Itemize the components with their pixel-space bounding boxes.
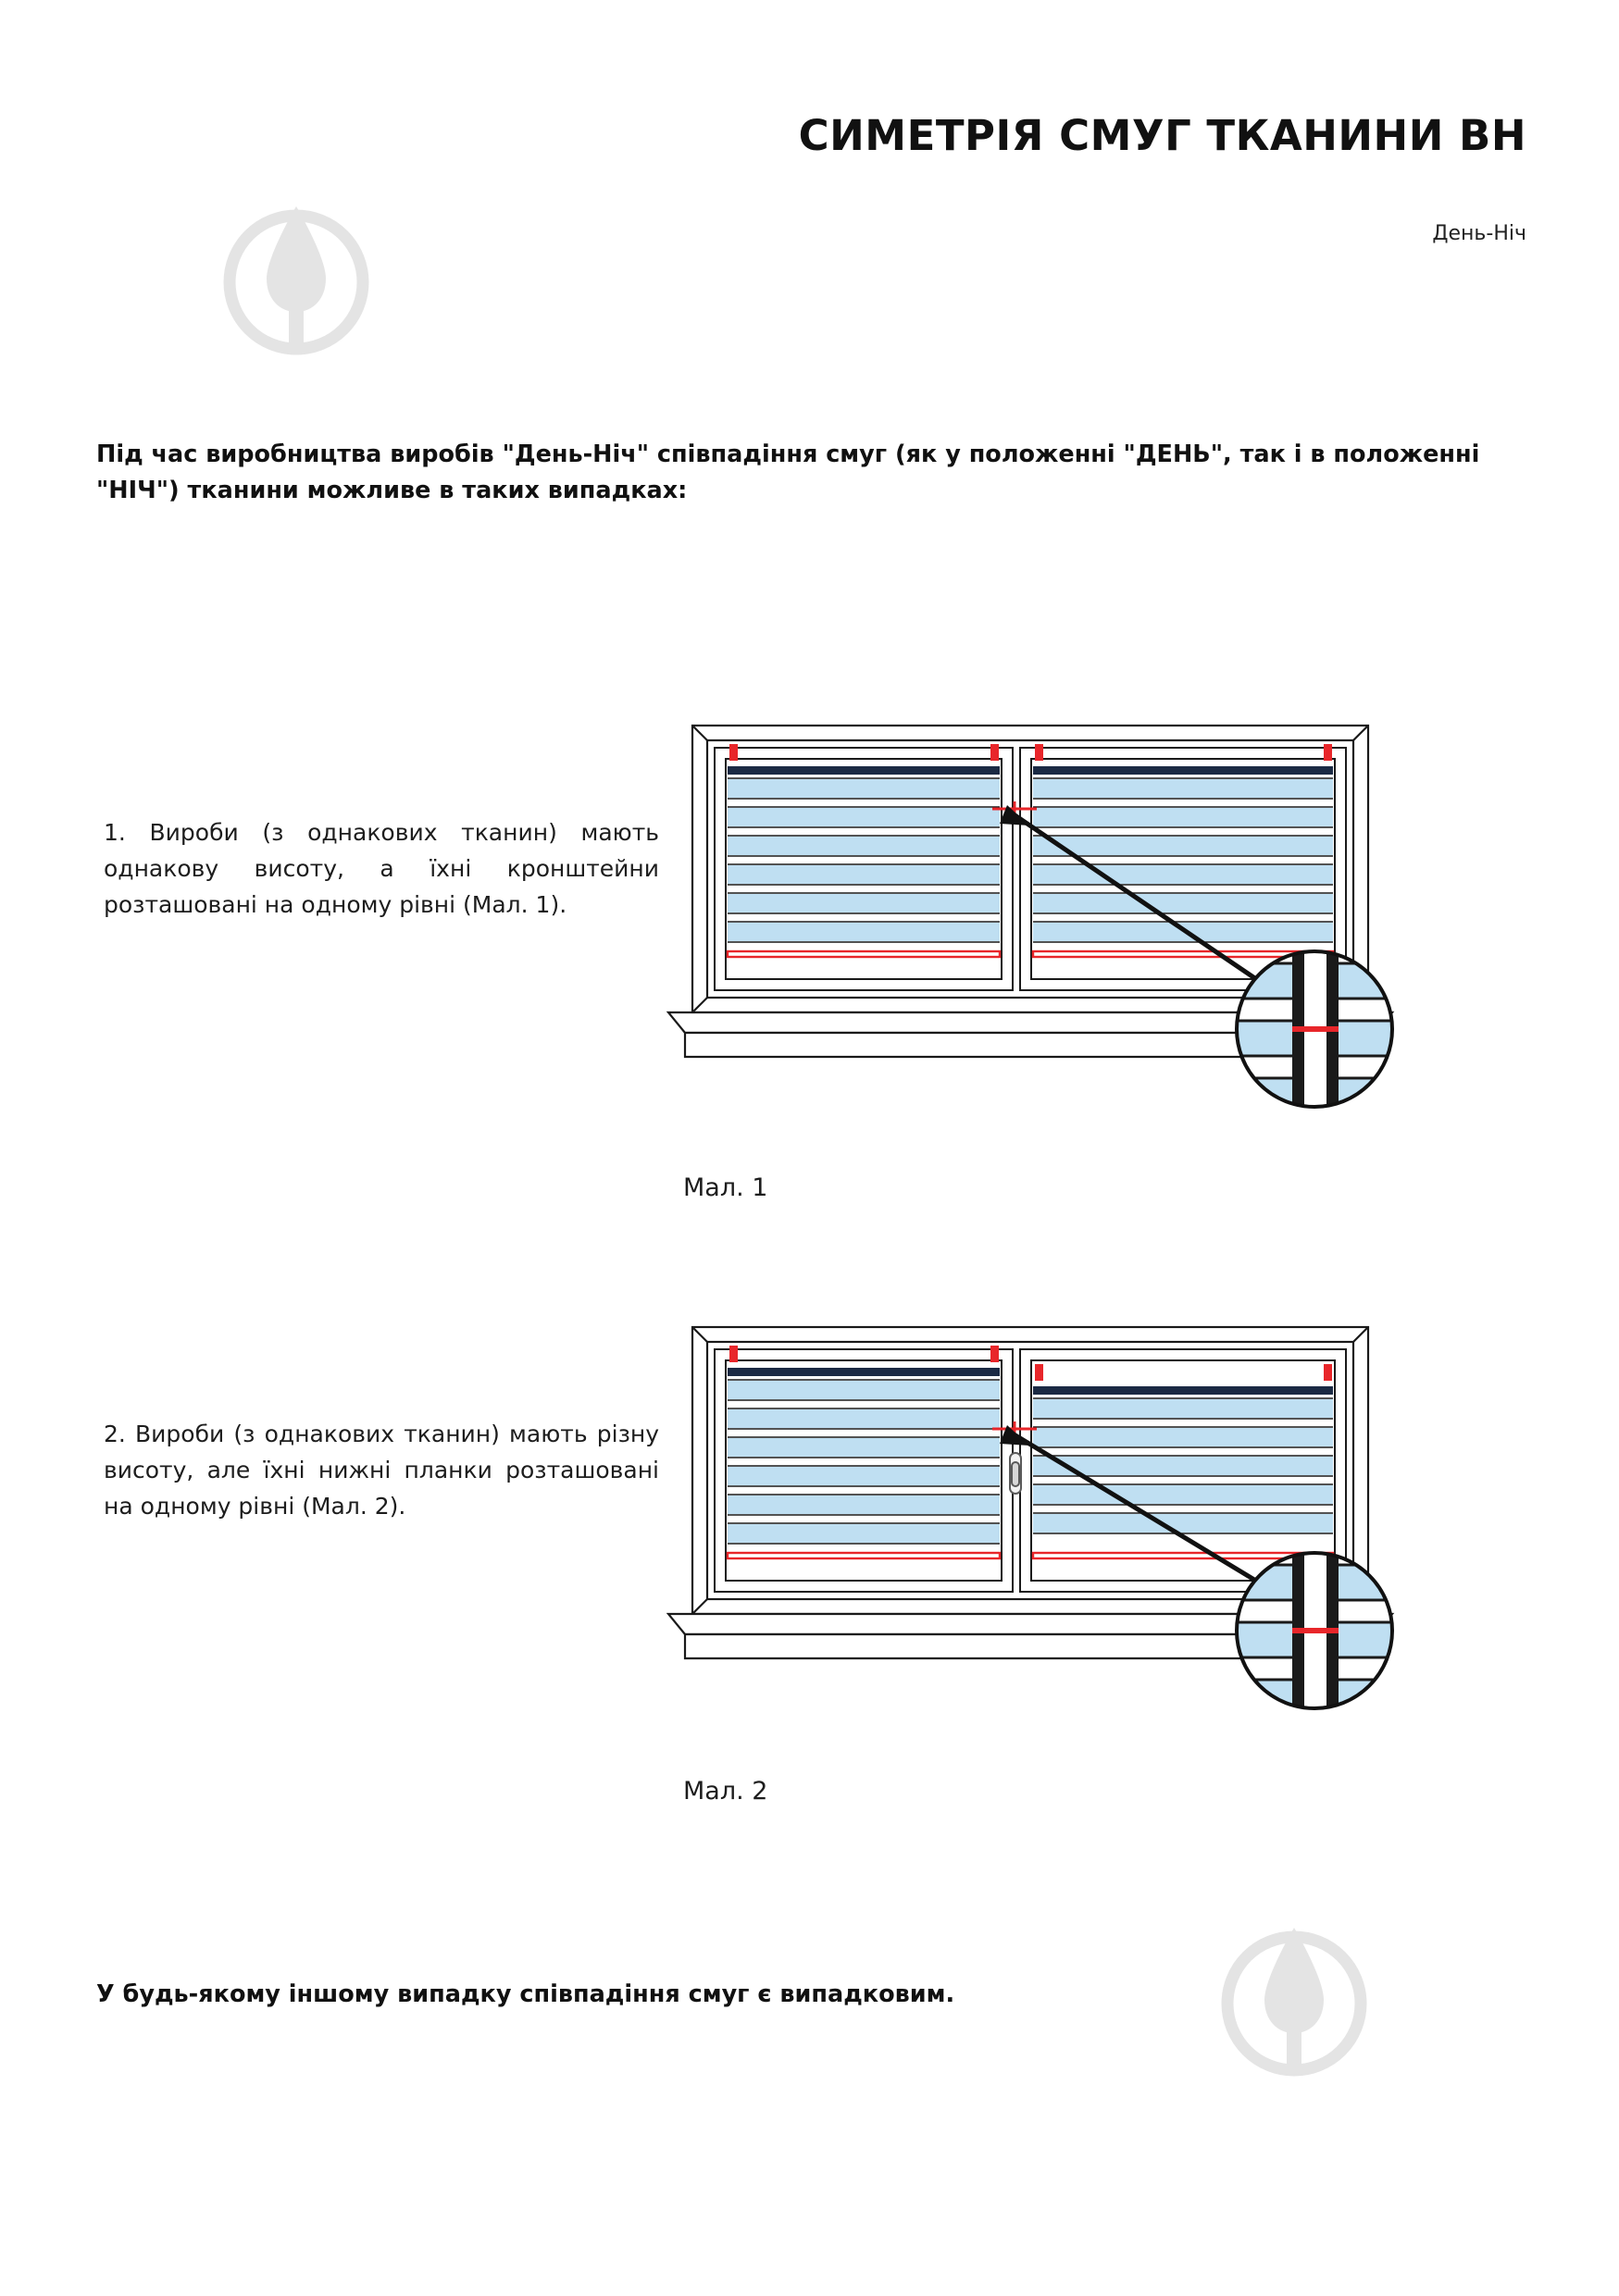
magnifier-detail-stripe-alignment-icon [1237,951,1392,1112]
window-handle-icon [1010,1453,1021,1494]
intro-paragraph: Під час виробництва виробів "День-Ніч" співпадіння смуг (як у положенні "ДЕНЬ", так і в положенні "НІЧ") тканини можливе в таких випадках: [96,441,1480,504]
item-2-caption: Мал. 2 [683,1777,768,1806]
shield-drop-watermark-icon [222,190,370,369]
figure-2 [666,1314,1426,1744]
footer-note: У будь-якому іншому випадку співпадіння смуг є випадковим. [96,1980,955,2008]
figure-1 [666,713,1426,1142]
page-title: СИМЕТРІЯ СМУГ ТКАНИНИ ВН [798,111,1526,160]
item-2-text: 2. Вироби (з однакових тканин) мають різну висоту, але їхні нижні планки розташовані на одному рівні (Мал. 2). [104,1421,659,1520]
magnifier-detail-stripe-alignment-icon [1237,1553,1392,1714]
item-1-caption: Мал. 1 [683,1173,768,1202]
item-1-text: 1. Вироби (з однакових тканин) мають однакову висоту, а їхні кронштейни розташовані на одному рівні (Мал. 1). [104,819,659,918]
page-subtitle: День-Ніч [1432,222,1526,245]
